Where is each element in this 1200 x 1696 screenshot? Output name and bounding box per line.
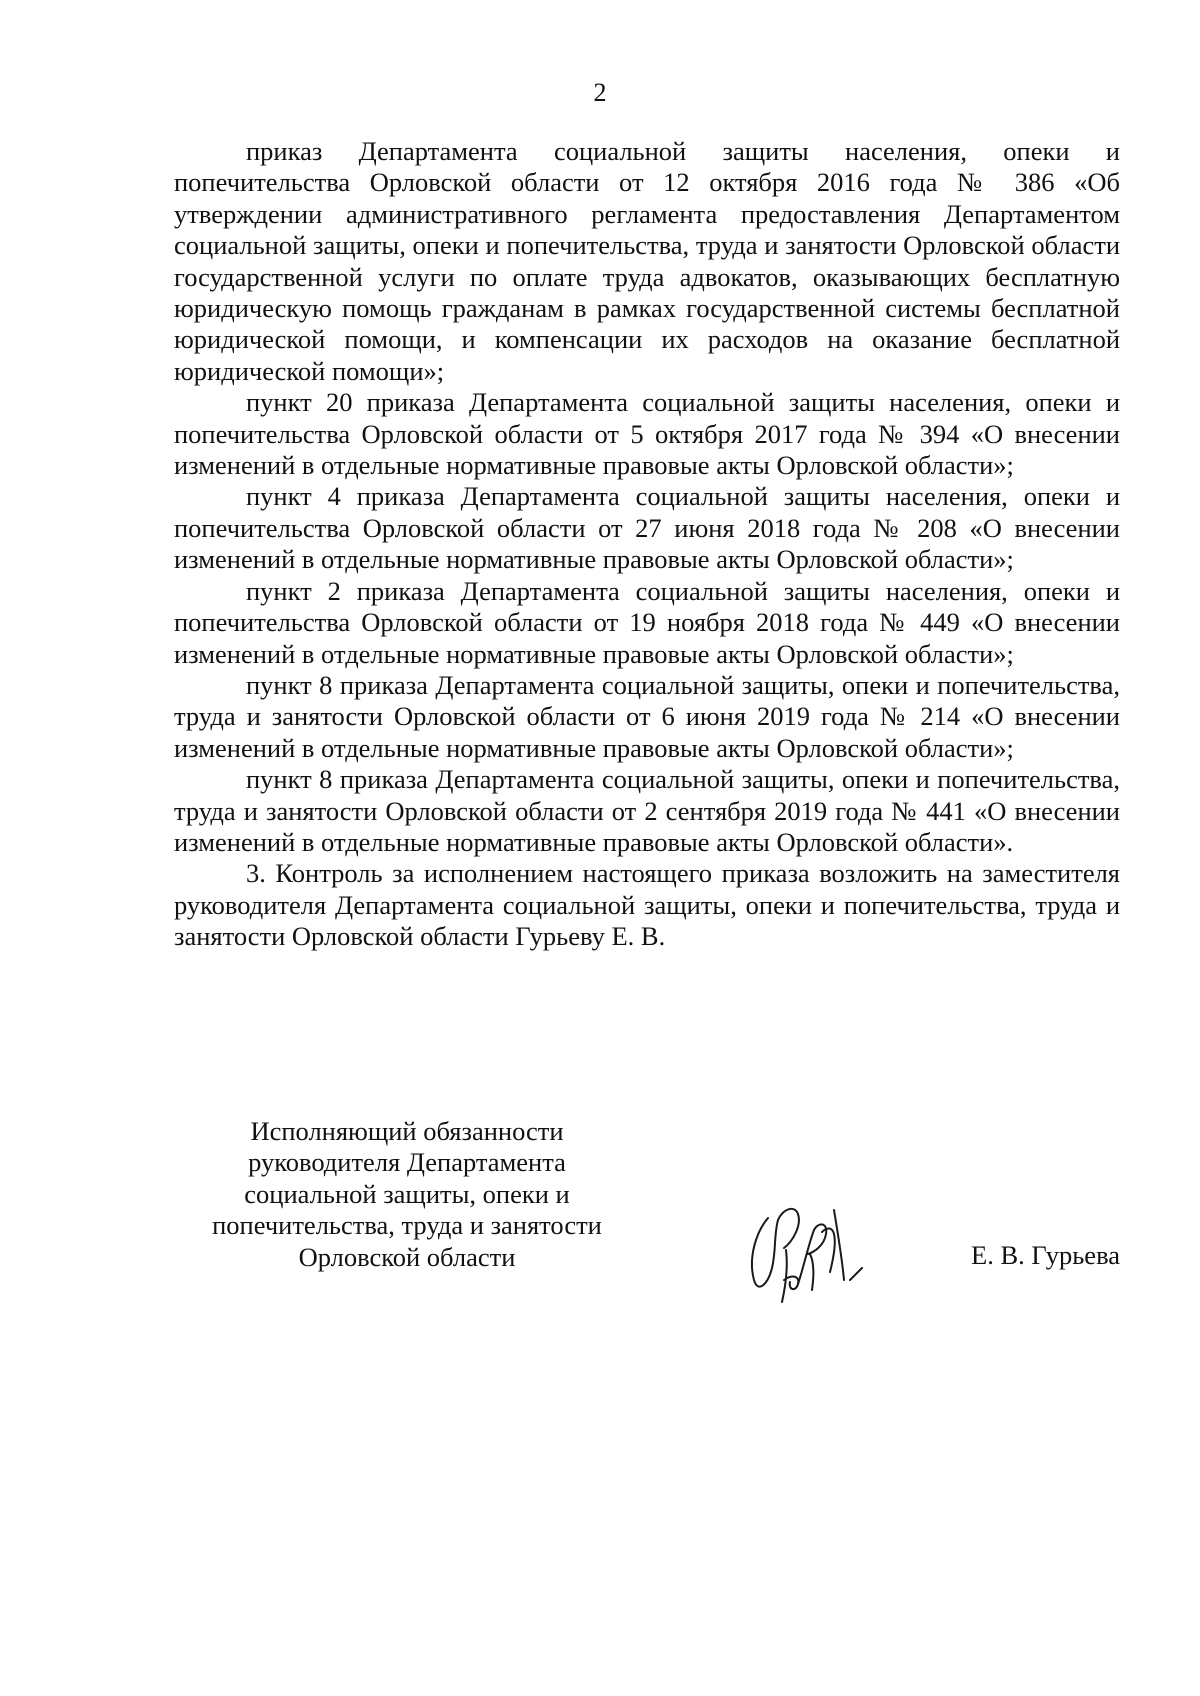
signatory-name: Е. В. Гурьева [971,1240,1120,1270]
paragraph-item-4-order-208: пункт 4 приказа Департамента социальной защиты населения, опеки и попечительства Орловской области от 27 июня 2018 года № 208 «О внесении изменений в отдельные нормативные правовые акты Орловской области»; [174,481,1120,575]
handwritten-signature [734,1180,874,1310]
page-number: 2 [593,78,607,107]
signature-block [174,1116,1120,1286]
paragraph-order-2016-386: приказ Департамента социальной защиты населения, опеки и попечительства Орловской области от 12 октября 2016 года № 386 «Об утверждении административного регламента предоставления Департаментом социальной защиты, опеки и попечительства, труда и занятости Орловской области государственной услуги по оплате труда адвокатов, оказывающих бесплатную юридическую помощь гражданам в рамках государственной системы бесплатной юридической помощи, и компенсации их расходов на оказание бесплатной юридической помощи»; [174,136,1120,386]
paragraph-control-clause: 3. Контроль за исполнением настоящего приказа возложить на заместителя руководителя Департамента социальной защиты, опеки и попечительства, труда и занятости Орловской области Гурьеву Е. В. [174,858,1120,952]
paragraph-item-2-order-449: пункт 2 приказа Департамента социальной защиты населения, опеки и попечительства Орловской области от 19 ноября 2018 года № 449 «О внесении изменений в отдельные нормативные правовые акты Орловской области»; [174,575,1120,669]
signatory-title-line: Исполняющий обязанности [250,1116,564,1146]
signatory-title-line: Орловской области [298,1241,516,1272]
paragraph-item-8-order-214: пункт 8 приказа Департамента социальной защиты, опеки и попечительства, труда и занятости Орловской области от 6 июня 2019 года № 214 «О внесении изменений в отдельные нормативные правовые акты Орловской области»; [174,669,1120,763]
signatory-title [174,1116,640,1273]
paragraph-item-20-order-394: пункт 20 приказа Департамента социальной защиты населения, опеки и попечительства Орловской области от 5 октября 2017 года № 394 «О внесении изменений в отдельные нормативные правовые акты Орловской области»; [174,387,1120,481]
document-body [174,136,1120,953]
signatory-title-line: попечительства, труда и занятости [212,1210,602,1241]
signatory-title-line: социальной защиты, опеки и [244,1178,570,1209]
paragraph-item-8-order-441: пункт 8 приказа Департамента социальной защиты, опеки и попечительства, труда и занятости Орловской области от 2 сентября 2019 года № 441 «О внесении изменений в отдельные нормативные правовые акты Орловской области». [174,764,1120,857]
signatory-title-line: руководителя Департамента [248,1147,566,1178]
